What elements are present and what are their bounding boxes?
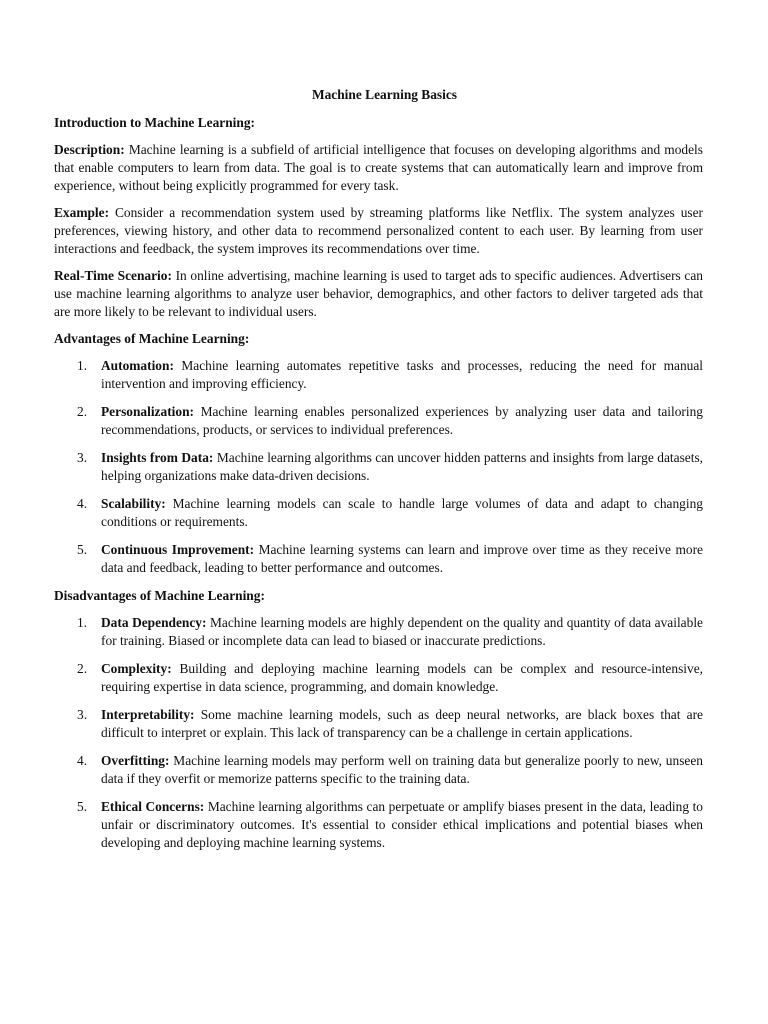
paragraph-label: Example:: [54, 205, 110, 220]
item-text: Machine learning systems can learn and improve over time as they receive more data and feedback, leading to better performance and outcomes.: [101, 542, 703, 575]
list-item: [54, 660, 703, 696]
list-number: 5.: [77, 799, 88, 814]
item-label: Overfitting:: [101, 753, 170, 768]
list-item: [54, 541, 703, 577]
item-text: Machine learning algorithms can perpetuate or amplify biases present in the data, leading to unfair or discriminatory outcomes. It's essential to consider ethical implications and potential biases when developing and deploying machine learning systems.: [101, 799, 703, 850]
list-number: 2.: [77, 661, 88, 676]
list-item: [54, 614, 703, 650]
intro-heading: Introduction to Machine Learning:: [54, 115, 255, 130]
real-time-scenario-paragraph: [54, 267, 703, 321]
item-text: Machine learning algorithms can uncover hidden patterns and insights from large datasets, helping organizations make data-driven decisions.: [101, 450, 704, 483]
item-label: Data Dependency:: [101, 615, 207, 630]
item-label: Complexity:: [101, 661, 172, 676]
item-label: Scalability:: [101, 496, 166, 511]
paragraph-text: Consider a recommendation system used by streaming platforms like Netflix. The system analyzes user preferences, viewing history, and other data to recommend personalized content to each user. By learning from user interactions and feedback, the system improves its recommendations over time.: [54, 205, 703, 256]
item-text: Machine learning models are highly dependent on the quality and quantity of data available for training. Biased or incomplete data can lead to biased or inaccurate predictions.: [101, 615, 703, 648]
paragraph-label: Description:: [54, 142, 125, 157]
item-label: Interpretability:: [101, 707, 195, 722]
list-item: [54, 798, 703, 852]
example-paragraph: [54, 204, 703, 258]
list-number: 4.: [77, 496, 88, 511]
item-text: Machine learning automates repetitive tasks and processes, reducing the need for manual intervention and improving efficiency.: [101, 358, 703, 391]
item-label: Ethical Concerns:: [101, 799, 205, 814]
item-label: Personalization:: [101, 404, 194, 419]
list-item: [54, 706, 703, 742]
list-item: [54, 449, 703, 485]
disadvantages-heading: Disadvantages of Machine Learning:: [54, 588, 265, 603]
list-number: 3.: [77, 450, 88, 465]
item-text: Machine learning enables personalized experiences by analyzing user data and tailoring recommendations, products, or services to individual preferences.: [101, 404, 703, 437]
list-number: 1.: [77, 358, 88, 373]
list-number: 3.: [77, 707, 88, 722]
description-paragraph: [54, 141, 703, 195]
item-text: Machine learning models may perform well on training data but generalize poorly to new, unseen data if they overfit or memorize patterns specific to the training data.: [101, 753, 703, 786]
list-number: 4.: [77, 753, 88, 768]
advantages-heading: Advantages of Machine Learning:: [54, 331, 250, 346]
list-item: [54, 403, 703, 439]
list-number: 5.: [77, 542, 88, 557]
advantages-list: [54, 357, 703, 577]
disadvantages-list: [54, 614, 703, 852]
item-label: Automation:: [101, 358, 174, 373]
paragraph-text: In online advertising, machine learning is used to target ads to specific audiences. Advertisers can use machine learning algorithms to analyze user behavior, demographics, and other factors to deliver targeted ads that are more likely to be relevant to individual users.: [54, 268, 703, 319]
paragraph-label: Real-Time Scenario:: [54, 268, 172, 283]
list-item: [54, 357, 703, 393]
list-item: [54, 495, 703, 531]
list-number: 2.: [77, 404, 88, 419]
list-number: 1.: [77, 615, 88, 630]
list-item: [54, 752, 703, 788]
item-label: Insights from Data:: [101, 450, 214, 465]
document-title: Machine Learning Basics: [311, 87, 458, 102]
item-text: Machine learning models can scale to handle large volumes of data and adapt to changing conditions or requirements.: [101, 496, 703, 529]
paragraph-text: Machine learning is a subfield of artificial intelligence that focuses on developing algorithms and models that enable computers to learn from data. The goal is to create systems that can automatically learn and improve from experience, without being explicitly programmed for every task.: [54, 142, 703, 193]
item-label: Continuous Improvement:: [101, 542, 255, 557]
item-text: Building and deploying machine learning models can be complex and resource-intensive, requiring expertise in data science, programming, and domain knowledge.: [101, 661, 703, 694]
item-text: Some machine learning models, such as deep neural networks, are black boxes that are difficult to interpret or explain. This lack of transparency can be a challenge in certain applications.: [101, 707, 703, 740]
